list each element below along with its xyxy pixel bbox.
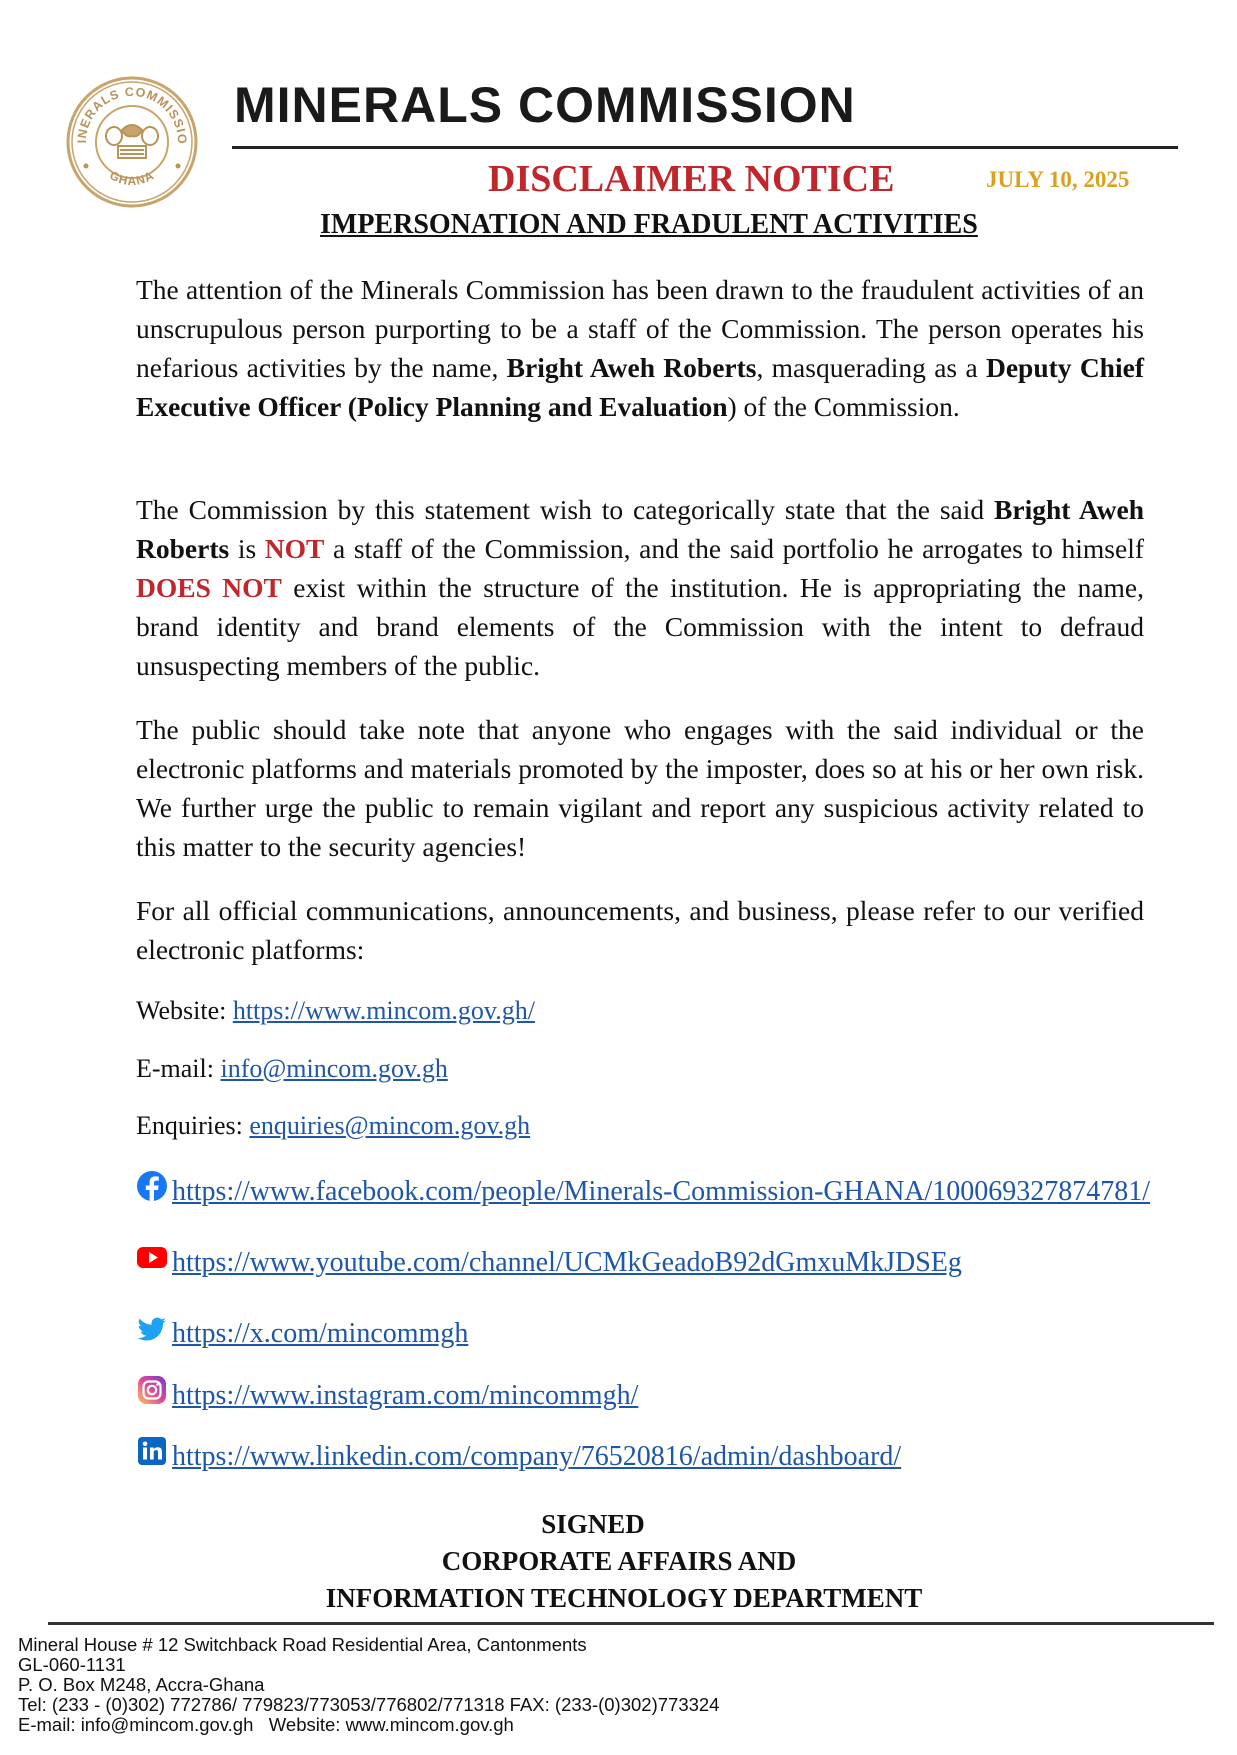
organization-title: MINERALS COMMISSION [234, 77, 856, 133]
p1-text-a: The attention of the Minerals Commission has been drawn to the fraudulent activities of an unscrupulous person purporting to be a staff of the Commission. The person operates his nefarious activities by the name, [136, 274, 1144, 383]
enquiries-label: Enquiries: [136, 1111, 250, 1140]
header-divider [232, 146, 1178, 149]
footer-address-line: Mineral House # 12 Switchback Road Residential Area, Cantonments [18, 1634, 587, 1655]
not-emphasis: NOT [264, 533, 325, 564]
youtube-icon [136, 1241, 168, 1273]
p2-text-g: exist within the structure of the institution. He is appropriating the name, brand identity and brand elements of the Commission with the intent to defraud unsuspecting members of the public. [136, 572, 1145, 681]
footer-email-line: E-mail: info@mincom.gov.gh Website: www.mincom.gov.gh [18, 1714, 514, 1735]
does-not-emphasis: DOES NOT [136, 572, 282, 603]
youtube-line [136, 1247, 962, 1279]
instagram-link[interactable]: https://www.instagram.com/mincommgh/ [172, 1380, 639, 1411]
p2-text-a: The Commission by this statement wish to categorically state that the said [136, 494, 995, 525]
facebook-line [136, 1176, 1150, 1208]
enquiries-line [136, 1111, 530, 1141]
svg-text:MINERALS COMMISSION: INERALS COMMISSIO [74, 84, 190, 145]
department-line-1: CORPORATE AFFAIRS AND [441, 1546, 797, 1576]
notice-title: DISCLAIMER NOTICE [488, 158, 895, 200]
seal-emblem-icon [64, 74, 200, 210]
p2-text-e: a staff of the Commission, and the said portfolio he arrogates to himself [324, 533, 1144, 564]
footer-divider [48, 1622, 1214, 1625]
footer-pobox-line: P. O. Box M248, Accra-Ghana [18, 1674, 265, 1695]
signed-label: SIGNED [541, 1509, 645, 1539]
email-link[interactable]: info@mincom.gov.gh [220, 1054, 448, 1083]
footer-address [18, 1635, 719, 1735]
instagram-icon [136, 1374, 168, 1406]
paragraph-official-platforms: For all official communications, announcements, and business, please refer to our verified electronic platforms: [136, 895, 1144, 965]
department-line-2: INFORMATION TECHNOLOGY DEPARTMENT [325, 1583, 923, 1613]
email-line [136, 1054, 448, 1084]
facebook-icon [136, 1170, 168, 1202]
instagram-line [136, 1380, 638, 1412]
website-label: Website: [136, 996, 233, 1025]
paragraph-public-warning: The public should take note that anyone who engages with the said individual or the electronic platforms and materials promoted by the imposter, does so at his or her own risk. We further urge the public to remain vigilant and report any suspicious activity related to this matter to the security agencies! [136, 714, 1144, 862]
p1-text-e: ) of the Commission. [727, 391, 960, 422]
impersonator-name-2: Bright Aweh Roberts [136, 494, 1144, 564]
false-title: Deputy Chief Executive Officer (Policy Planning and Evaluation [136, 352, 1144, 422]
twitter-bird-icon [136, 1312, 168, 1344]
p1-text-c: , masquerading as a [756, 352, 986, 383]
youtube-link[interactable]: https://www.youtube.com/channel/UCMkGeadoB92dGmxuMkJDSEg [172, 1247, 962, 1278]
facebook-link[interactable]: https://www.facebook.com/people/Minerals-Commission-GHANA/100069327874781/ [172, 1176, 1151, 1207]
notice-subject: IMPERSONATION AND FRADULENT ACTIVITIES [320, 209, 978, 240]
footer-tel-line: Tel: (233 - (0)302) 772786/ 779823/773053/776802/771318 FAX: (233-(0)302)773324 [18, 1694, 720, 1715]
twitter-link[interactable]: https://x.com/mincommgh [172, 1318, 469, 1349]
footer-gps-line: GL-060-1131 [18, 1654, 126, 1675]
linkedin-icon [136, 1435, 168, 1467]
website-link[interactable]: https://www.mincom.gov.gh/ [232, 996, 535, 1025]
linkedin-line [136, 1441, 901, 1473]
twitter-line [136, 1318, 468, 1350]
paragraph-attention [136, 270, 1144, 426]
enquiries-link[interactable]: enquiries@mincom.gov.gh [249, 1111, 531, 1140]
linkedin-link[interactable]: https://www.linkedin.com/company/76520816/admin/dashboard/ [172, 1441, 902, 1472]
notice-date: JULY 10, 2025 [986, 167, 1130, 192]
impersonator-name: Bright Aweh Roberts [506, 352, 757, 383]
email-label: E-mail: [136, 1054, 221, 1083]
paragraph-statement [136, 490, 1144, 685]
website-line [136, 996, 535, 1026]
p2-text-c: is [229, 533, 265, 564]
commission-seal [64, 74, 200, 210]
svg-text:GHANA: GHANA [107, 168, 157, 188]
